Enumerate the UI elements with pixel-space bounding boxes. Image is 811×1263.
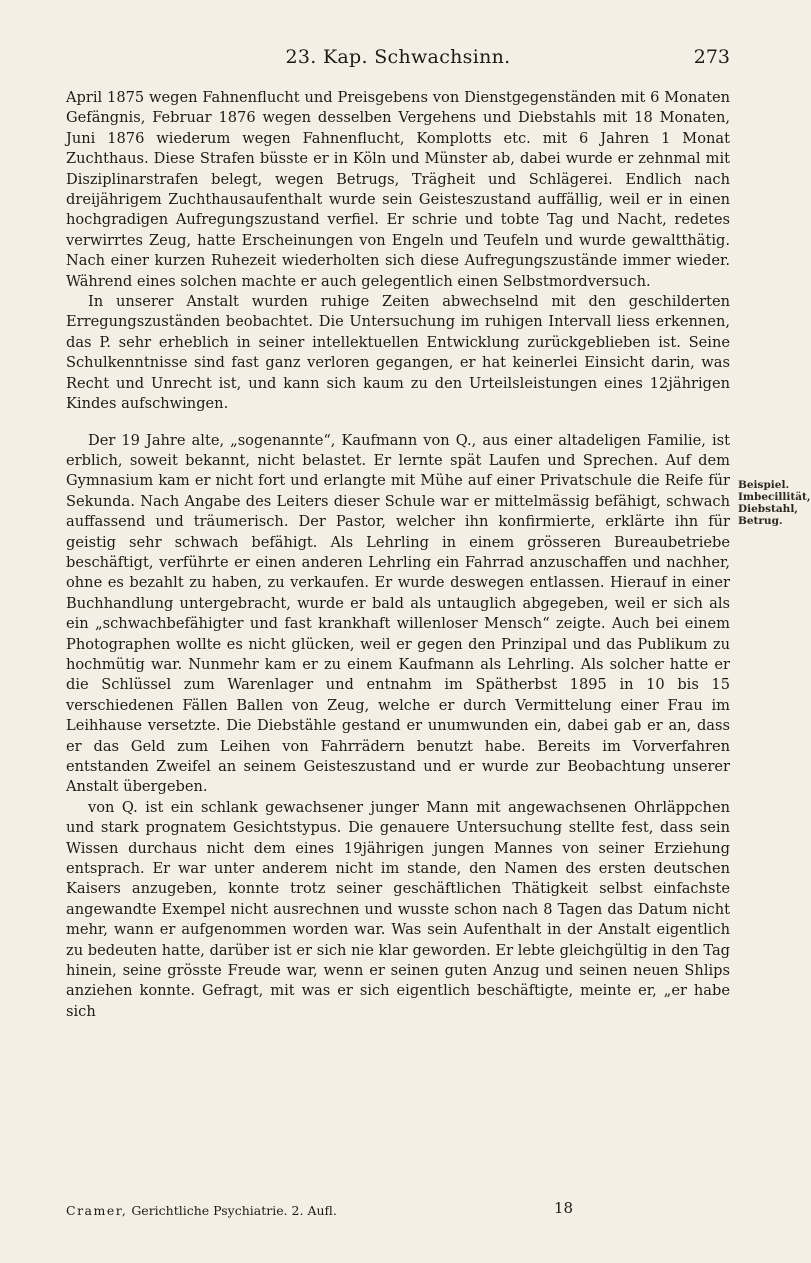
margin-notes [738, 479, 811, 527]
page-number: 273 [693, 46, 730, 68]
footer-author: Cramer, [66, 1203, 128, 1218]
margin-note-imbecility: Imbecillität, [738, 491, 811, 503]
body-text [66, 88, 730, 1022]
chapter-title: 23. Kap. Schwachsinn. [285, 46, 511, 68]
margin-note-theft: Diebstahl, [738, 503, 798, 515]
page-footer [66, 1199, 730, 1218]
signature-number: 18 [554, 1199, 574, 1217]
running-header [66, 46, 730, 70]
margin-note-example: Beispiel. [738, 479, 790, 491]
paragraph-1: April 1875 wegen Fahnenflucht und Preisgebens von Dienstgegenständen mit 6 Monaten Gefängnis, Februar 1876 wegen desselben Vergehens und Diebstahls mit 18 Monaten, Juni 1876 wiederum wegen Fahnenflucht, Komplotts etc. mit 6 Jahren 1 Monat Zuchthaus. Diese Strafen büsste er in Köln und Münster ab, dabei wurde er zehnmal mit Disziplinarstrafen belegt, wegen Betrugs, Trägheit und Schlägerei. Endlich nach dreijährigem Zuchthausaufenthalt wurde sein Geisteszustand auffällig, weil er in einen hochgradigen Aufregungszustand verfiel. Er schrie und tobte Tag und Nacht, redetes verwirrtes Zeug, hatte Erscheinungen von Engeln und Teufeln und wurde gewaltthätig. Nach einer kurzen Ruhezeit wiederholten sich diese Aufregungszustände immer wieder. Während eines solchen machte er auch gelegentlich einen Selbstmordversuch. [66, 89, 730, 290]
footer-citation: Gerichtliche Psychiatrie. 2. Aufl. [131, 1203, 337, 1218]
section-gap [66, 415, 730, 431]
paragraph-3: Der 19 Jahre alte, „sogenannte“, Kaufmann von Q., aus einer altadeligen Familie, ist erblich, soweit bekannt, nicht belastet. Er lernte spät Laufen und Sprechen. Auf dem Gymnasium kam er nicht fort und erlangte mit Mühe auf einer Privatschule die Reife für Sekunda. Nach Angabe des Leiters dieser Schule war er mittelmässig befähigt, schwach auffassend und träumerisch. Der Pastor, welcher ihn konfirmierte, erklärte ihn für geistig sehr schwach befähigt. Als Lehrling in einem grösseren Bureaubetriebe beschäftigt, verführte er einen anderen Lehrling ein Fahrrad anzuschaffen und nachher, ohne es bezahlt zu haben, zu verkaufen. Er wurde deswegen entlassen. Hierauf in einer Buchhandlung untergebracht, wurde er bald als untauglich abgegeben, weil er sich als ein „schwachbefähigter und fast krankhaft willenloser Mensch“ zeigte. Auch bei einem Photographen wollte es nicht glücken, weil er gegen den Prinzipal und das Publikum zu hochmütig war. Nunmehr kam er zu einem Kaufmann als Lehrling. Als solcher hatte er die Schlüssel zum Warenlager und entnahm im Spätherbst 1895 in 10 bis 15 verschiedenen Fällen Ballen von Zeug, welche er durch Vermittelung einer Frau im Leihhause versetzte. Die Diebstähle gestand er unumwunden ein, dabei gab er an, dass er das Geld zum Leihen von Fahrrädern benutzt habe. Bereits im Vorverfahren entstanden Zweifel an seinem Geisteszustand und er wurde zur Beobachtung unserer Anstalt übergeben. [66, 431, 730, 796]
paragraph-4: von Q. ist ein schlank gewachsener junger Mann mit angewachsenen Ohrläppchen und stark prognatem Gesichtstypus. Die genauere Untersuchung stellte fest, dass sein Wissen durchaus nicht dem eines 19jährigen jungen Mannes von seiner Erziehung entsprach. Er war unter anderem nicht im stande, den Namen des ersten deutschen Kaisers anzugeben, konnte trotz seiner geschäftlichen Thätigkeit selbst einfachste angewandte Exempel nicht ausrechnen und wusste schon nach 8 Tagen das Datum nicht mehr, wann er aufgenommen worden war. Was sein Aufenthalt in der Anstalt eigentlich zu bedeuten hatte, darüber ist er sich nie klar geworden. Er lebte gleichgültig in den Tag hinein, seine grösste Freude war, wenn er seinen guten Anzug und seinen neuen Shlips anziehen konnte. Gefragt, mit was er sich eigentlich beschäftigte, meinte er, „er habe sich [66, 798, 730, 1020]
margin-note-fraud: Betrug. [738, 515, 783, 527]
paragraph-2: In unserer Anstalt wurden ruhige Zeiten abwechselnd mit den geschilderten Erregungszuständen beobachtet. Die Untersuchung im ruhigen Intervall liess erkennen, das P. sehr erheblich in seiner intellektuellen Entwicklung zurückgeblieben ist. Seine Schulkenntnisse sind fast ganz verloren gegangen, er hat keinerlei Einsicht darin, was Recht und Unrecht ist, und kann sich kaum zu den Urteilsleistungen eines 12jährigen Kindes aufschwingen. [66, 293, 730, 413]
